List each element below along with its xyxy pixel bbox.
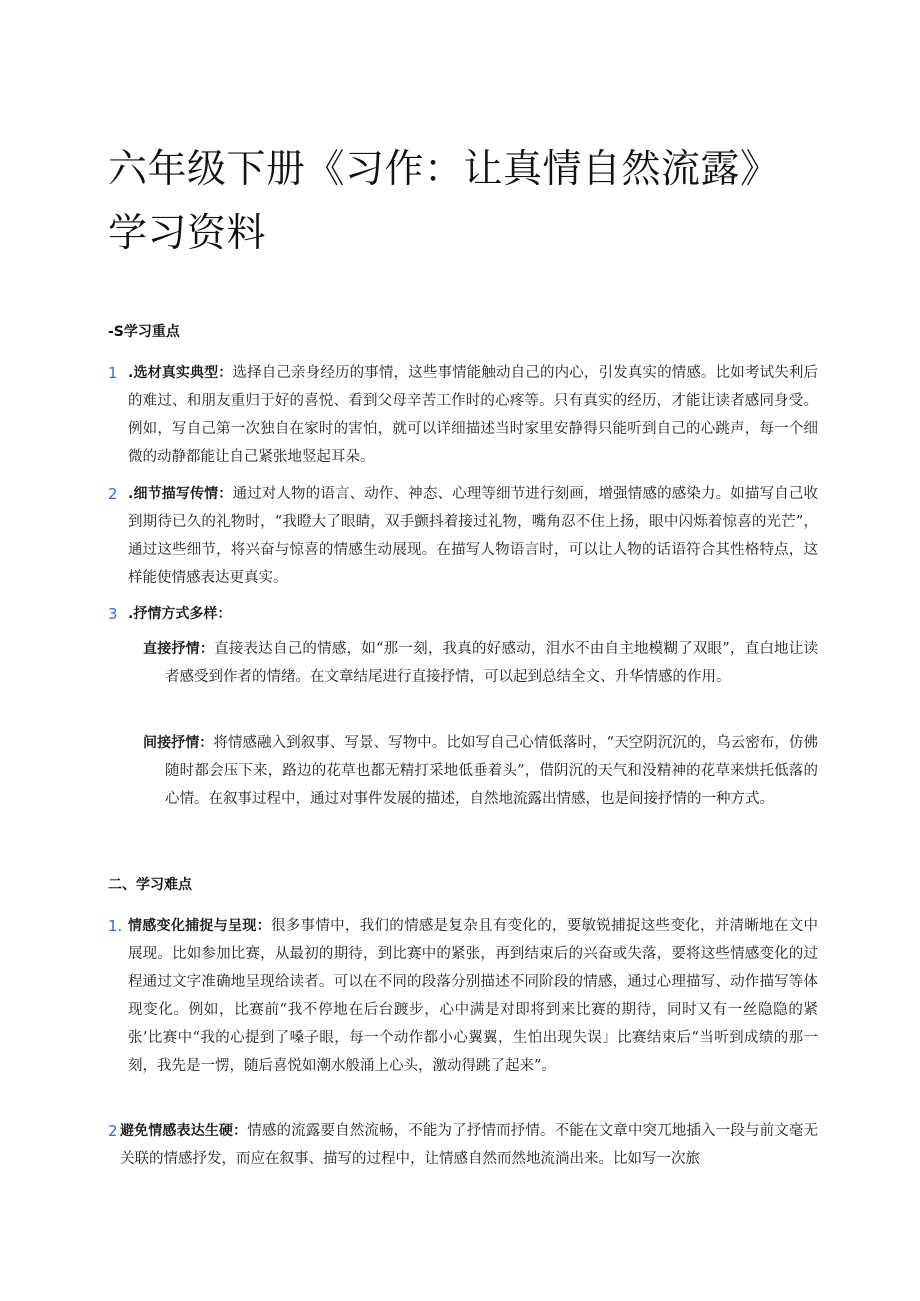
sub-item-lead: 直接抒情： [143,641,215,657]
key-point-item-1 [108,359,818,471]
difficulty-item-1 [108,912,818,1080]
item-number: 3 [108,605,118,623]
key-point-item-2 [108,480,818,592]
item-lead: 情感变化捕捉与呈现： [128,918,271,934]
sub-item-text: 将情感融入到叙事、写景、写物中。比如写自己心情低落时，“天空阴沉沉的，乌云密布，仿佛随时都会压下来，路边的花草也都无精打采地低垂着头”，借阴沉的天气和没精神的花草来烘托低落的心情。在叙事过程中，通过对事件发展的描述，自然地流露出情感，也是间接抒情的一种方式。 [165,735,818,807]
item-lead: .抒情方式多样： [128,606,232,622]
sub-item-direct-lyricism [143,635,818,691]
difficulty-item-2 [108,1117,818,1173]
sub-item-indirect-lyricism [143,729,818,813]
item-number: 2 [108,1122,118,1140]
item-number: 2 [108,485,118,503]
sub-item-text: 直接表达自己的情感，如“那一刻，我真的好感动，泪水不由自主地模糊了双眼”，直白地让读者感受到作者的情绪。在文章结尾进行直接抒情，可以起到总结全文、升华情感的作用。 [165,641,818,685]
item-text: 很多事情中，我们的情感是复杂且有变化的，要敏锐捕捉这些变化，并清晰地在文中展现。比如参加比赛，从最初的期待，到比赛中的紧张，再到结束后的兴奋或失落，要将这些情感变化的过程通过文字准确地呈现给读者。可以在不同的段落分别描述不同阶段的情感，通过心理描写、动作描写等体现变化。例如，比赛前“我不停地在后台踱步，心中满是对即将到来比赛的期待，同时又有一丝隐隐的紧张’比赛中“我的心提到了嗓子眼，每一个动作都小心翼翼，生怕出现失误」比赛结束后“当听到成绩的那一刻，我先是一愣，随后喜悦如潮水般涌上心头，激动得跳了起来”。 [128,918,818,1074]
item-text: 通过对人物的语言、动作、神态、心理等细节进行刻画，增强情感的感染力。如描写自己收到期待已久的礼物时，“我瞪大了眼睛，双手颤抖着接过礼物，嘴角忍不住上扬，眼中闪烁着惊喜的光芒”，通过这些细节，将兴奋与惊喜的情感生动展现。在描写人物语言时，可以让人物的话语符合其性格特点，这样能使情感表达更真实。 [128,486,819,586]
document-title: 六年级下册《习作：让真情自然流露》学习资料 [108,147,780,256]
section-heading-key-points: -S学习重点 [108,324,180,340]
item-lead: 避免情感表达生硬： [120,1123,248,1139]
item-number: 1. [108,917,123,935]
item-text: 情感的流露要自然流畅，不能为了抒情而抒情。不能在文章中突兀地插入一段与前文毫无关联的情感抒发，而应在叙事、描写的过程中，让情感自然而然地流淌出来。比如写一次旅 [120,1123,819,1167]
item-lead: .选材真实典型： [128,365,233,381]
section-heading-difficulties: 二、学习难点 [108,877,192,893]
item-text: 选择自己亲身经历的事情，这些事情能触动自己的内心，引发真实的情感。比如考试失利后的难过、和朋友重归于好的喜悦、看到父母辛苦工作时的心疼等。只有真实的经历，才能让读者感同身受。例如，写自己第一次独自在家时的害怕，就可以详细描述当时家里安静得只能听到自己的心跳声，每一个细微的动静都能让自己紧张地竖起耳朵。 [128,365,819,465]
item-number: 1 [108,364,118,382]
key-point-item-3 [108,600,818,628]
sub-item-lead: 间接抒情： [143,735,214,751]
item-lead: .细节描写传情： [128,486,233,502]
